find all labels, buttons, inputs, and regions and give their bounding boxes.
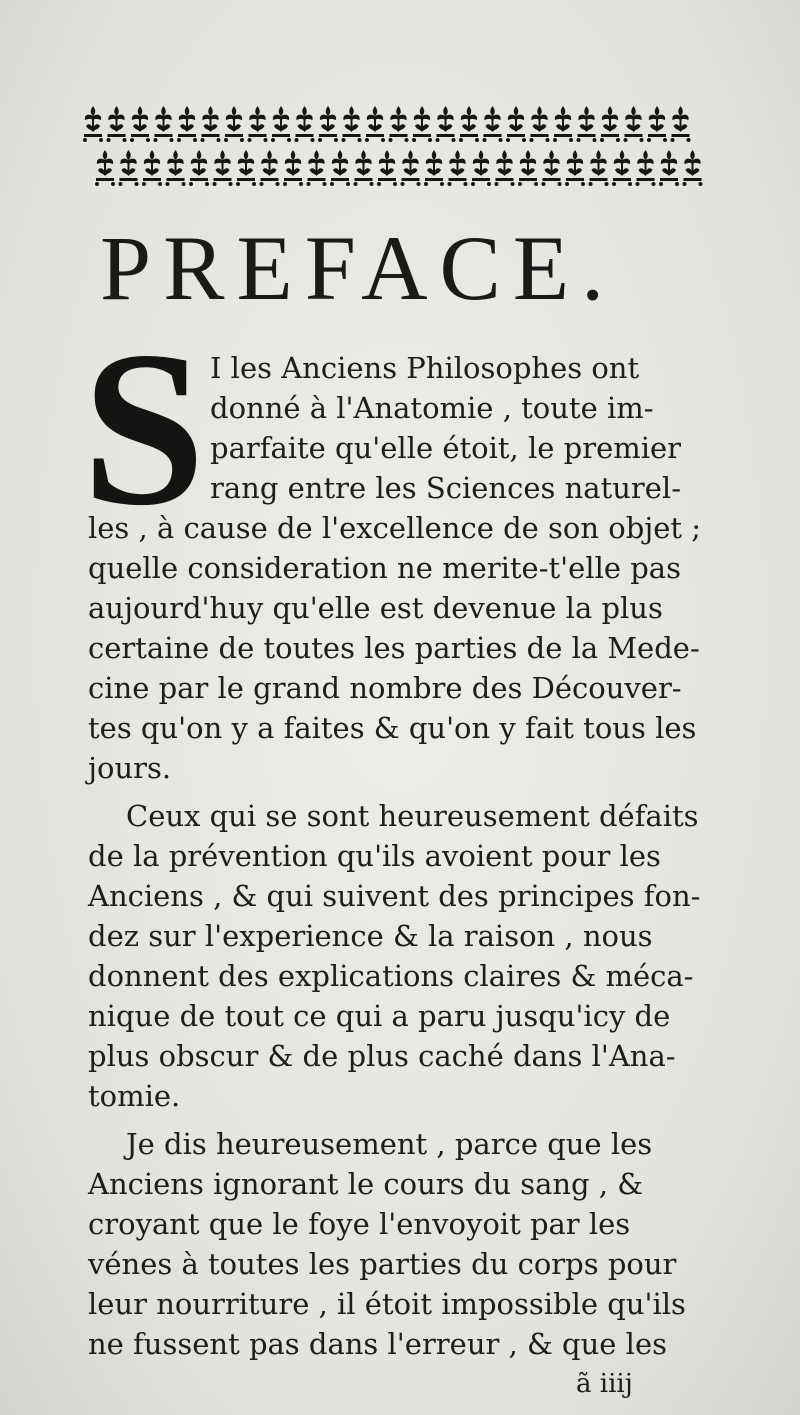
text-line: tes qu'on y a faites & qu'on y fait tous les (88, 711, 697, 745)
fleuron-icon (354, 150, 374, 186)
fleuron-icon (248, 106, 268, 142)
text-line: Je dis heureusement , parce que les (126, 1127, 653, 1161)
text-line: quelle consideration ne merite-t'elle pas (88, 551, 681, 585)
text-line: aujourd'huy qu'elle est devenue la plus (88, 591, 663, 625)
text-line: tomie. (88, 1079, 181, 1113)
fleuron-icon (683, 150, 703, 186)
text-line: I les Anciens Philosophes ont (210, 351, 640, 385)
fleuron-icon (389, 106, 409, 142)
fleuron-icon (142, 150, 162, 186)
fleuron-icon (424, 150, 444, 186)
fleuron-icon (119, 150, 139, 186)
fleuron-icon (224, 106, 244, 142)
fleuron-icon (659, 150, 679, 186)
fleuron-icon (213, 150, 233, 186)
fleuron-icon (201, 106, 221, 142)
fleuron-icon (612, 150, 632, 186)
fleuron-icon (236, 150, 256, 186)
text-line: croyant que le foye l'envoyoit par les (88, 1207, 631, 1241)
fleuron-icon (459, 106, 479, 142)
drop-cap-initial: S (82, 306, 206, 552)
fleuron-icon (130, 106, 150, 142)
fleuron-icon (401, 150, 421, 186)
fleuron-icon (177, 106, 197, 142)
text-line: Ceux qui se sont heureusement défaits (126, 799, 699, 833)
fleuron-icon (589, 150, 609, 186)
text-line: donnent des explications claires & méca- (88, 959, 694, 993)
fleuron-icon (95, 150, 115, 186)
text-line: Anciens , & qui suivent des principes fon- (88, 879, 701, 913)
fleuron-icon (624, 106, 644, 142)
fleuron-icon (636, 150, 656, 186)
text-line: dez sur l'experience & la raison , nous (88, 919, 653, 953)
text-line: ne fussent pas dans l'erreur , & que les (88, 1327, 667, 1361)
fleuron-icon (471, 150, 491, 186)
fleuron-icon (342, 106, 362, 142)
fleuron-icon (518, 150, 538, 186)
fleuron-icon (448, 150, 468, 186)
text-line: nique de tout ce qui a paru jusqu'icy de (88, 999, 671, 1033)
fleuron-icon (542, 150, 562, 186)
fleuron-icon (107, 106, 127, 142)
text-line: rang entre les Sciences naturel- (210, 471, 682, 505)
text-line: les , à cause de l'excellence de son objet ; (88, 511, 702, 545)
fleuron-icon (154, 106, 174, 142)
fleuron-icon (600, 106, 620, 142)
text-line: vénes à toutes les parties du corps pour (88, 1247, 677, 1281)
text-line: Anciens ignorant le cours du sang , & (88, 1167, 644, 1201)
text-line: de la prévention qu'ils avoient pour les (88, 839, 661, 873)
text-line: jours. (88, 751, 172, 785)
fleuron-icon (671, 106, 691, 142)
fleuron-icon (577, 106, 597, 142)
text-line: leur nourriture , il étoit impossible qu'ils (88, 1287, 686, 1321)
fleuron-icon (565, 150, 585, 186)
fleuron-icon (83, 106, 103, 142)
page-title: PREFACE. (100, 217, 617, 319)
fleuron-icon (553, 106, 573, 142)
fleuron-icon (307, 150, 327, 186)
fleuron-icon (271, 106, 291, 142)
fleuron-ornament-band (82, 102, 712, 190)
fleuron-icon (330, 150, 350, 186)
text-line: certaine de toutes les parties de la Mede- (88, 631, 700, 665)
fleuron-icon (483, 106, 503, 142)
fleuron-icon (260, 150, 280, 186)
fleuron-icon (647, 106, 667, 142)
fleuron-icon (166, 150, 186, 186)
fleuron-icon (412, 106, 432, 142)
fleuron-icon (506, 106, 526, 142)
text-line: parfaite qu'elle étoit, le premier (210, 431, 682, 465)
fleuron-icon (377, 150, 397, 186)
text-line: donné à l'Anatomie , toute im- (210, 391, 654, 425)
text-line: plus obscur & de plus caché dans l'Ana- (88, 1039, 676, 1073)
fleuron-icon (189, 150, 209, 186)
fleuron-icon (365, 106, 385, 142)
fleuron-icon (318, 106, 338, 142)
fleuron-icon (530, 106, 550, 142)
fleuron-icon (495, 150, 515, 186)
signature-mark: ã iiij (576, 1369, 633, 1399)
text-line: cine par le grand nombre des Découver- (88, 671, 682, 705)
fleuron-icon (295, 106, 315, 142)
fleuron-icon (283, 150, 303, 186)
fleuron-icon (436, 106, 456, 142)
